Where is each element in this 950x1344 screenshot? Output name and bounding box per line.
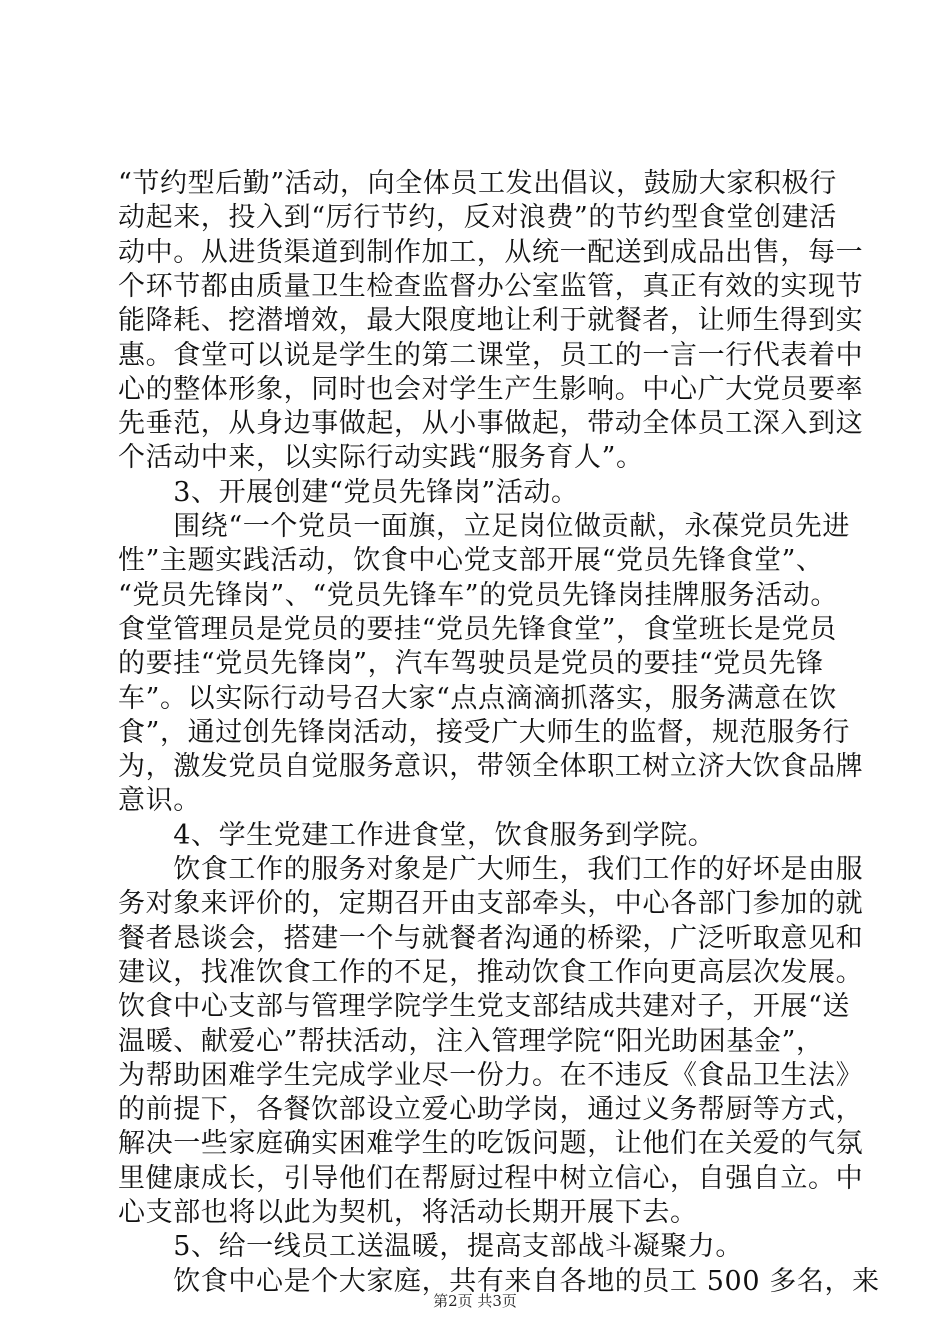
text-line: 建议，找准饮食工作的不足，推动饮食工作向更高层次发展。 bbox=[118, 957, 864, 988]
text-line: 的前提下，各餐饮部设立爱心助学岗，通过义务帮厨等方式， bbox=[118, 1094, 864, 1125]
text-line: 解决一些家庭确实困难学生的吃饭问题，让他们在关爱的气氛 bbox=[118, 1128, 864, 1159]
text-line: 饮食中心支部与管理学院学生党支部结成共建对子，开展“送 bbox=[118, 991, 851, 1022]
text-line: 为帮助困难学生完成学业尽一份力。在不违反《食品卫生法》 bbox=[118, 1060, 864, 1091]
text-line: 务对象来评价的，定期召开由支部牵头，中心各部门参加的就 bbox=[118, 888, 864, 919]
text-line: 惠。食堂可以说是学生的第二课堂，员工的一言一行代表着中 bbox=[118, 340, 864, 371]
text-line: “党员先锋岗”、“党员先锋车”的党员先锋岗挂牌服务活动。 bbox=[118, 580, 839, 611]
text-line: 温暖、献爱心”帮扶活动，注入管理学院“阳光助困基金”， bbox=[118, 1026, 824, 1057]
section-heading: 5、给一线员工送温暖，提高支部战斗凝聚力。 bbox=[118, 1231, 743, 1262]
section-heading: 3、开展创建“党员先锋岗”活动。 bbox=[118, 477, 579, 508]
text-line: 食”，通过创先锋岗活动，接受广大师生的监督，规范服务行 bbox=[118, 717, 851, 748]
text-line: 能降耗、挖潜增效，最大限度地让利于就餐者，让师生得到实 bbox=[118, 305, 864, 336]
text-line: 里健康成长，引导他们在帮厨过程中树立信心，自强自立。中 bbox=[118, 1163, 864, 1194]
section-heading: 4、学生党建工作进食堂，饮食服务到学院。 bbox=[118, 820, 716, 851]
text-line: 为，激发党员自觉服务意识，带领全体职工树立济大饮食品牌 bbox=[118, 751, 864, 782]
text-line: 围绕“一个党员一面旗，立足岗位做贡献，永葆党员先进 bbox=[118, 511, 851, 542]
text-line: 餐者恳谈会，搭建一个与就餐者沟通的桥梁，广泛听取意见和 bbox=[118, 923, 864, 954]
text-line: 饮食中心是个大家庭，共有来自各地的员工 500 多名，来 bbox=[118, 1266, 880, 1297]
text-line: 食堂管理员是党员的要挂“党员先锋食堂”，食堂班长是党员 bbox=[118, 614, 837, 645]
text-line: 动中。从进货渠道到制作加工，从统一配送到成品出售，每一 bbox=[118, 237, 864, 268]
page-number-footer: 第2页 共3页 bbox=[433, 1292, 517, 1310]
text-line: 心支部也将以此为契机，将活动长期开展下去。 bbox=[118, 1197, 698, 1228]
text-line: 的要挂“党员先锋岗”，汽车驾驶员是党员的要挂“党员先锋 bbox=[118, 648, 824, 679]
text-line: 心的整体形象，同时也会对学生产生影响。中心广大党员要率 bbox=[118, 374, 864, 405]
text-line: “节约型后勤”活动，向全体员工发出倡议，鼓励大家积极行 bbox=[118, 168, 837, 199]
text-line: 动起来，投入到“厉行节约，反对浪费”的节约型食堂创建活 bbox=[118, 202, 837, 233]
text-line: 先垂范，从身边事做起，从小事做起，带动全体员工深入到这 bbox=[118, 408, 864, 439]
text-line: 饮食工作的服务对象是广大师生，我们工作的好坏是由服 bbox=[118, 854, 864, 885]
text-line: 个环节都由质量卫生检查监督办公室监管，真正有效的实现节 bbox=[118, 271, 864, 302]
text-line: 车”。以实际行动号召大家“点点滴滴抓落实，服务满意在饮 bbox=[118, 683, 837, 714]
text-line: 个活动中来，以实际行动实践“服务育人”。 bbox=[118, 442, 644, 473]
text-line: 意识。 bbox=[118, 785, 201, 816]
text-line: 性”主题实践活动，饮食中心党支部开展“党员先锋食堂”、 bbox=[118, 545, 824, 576]
